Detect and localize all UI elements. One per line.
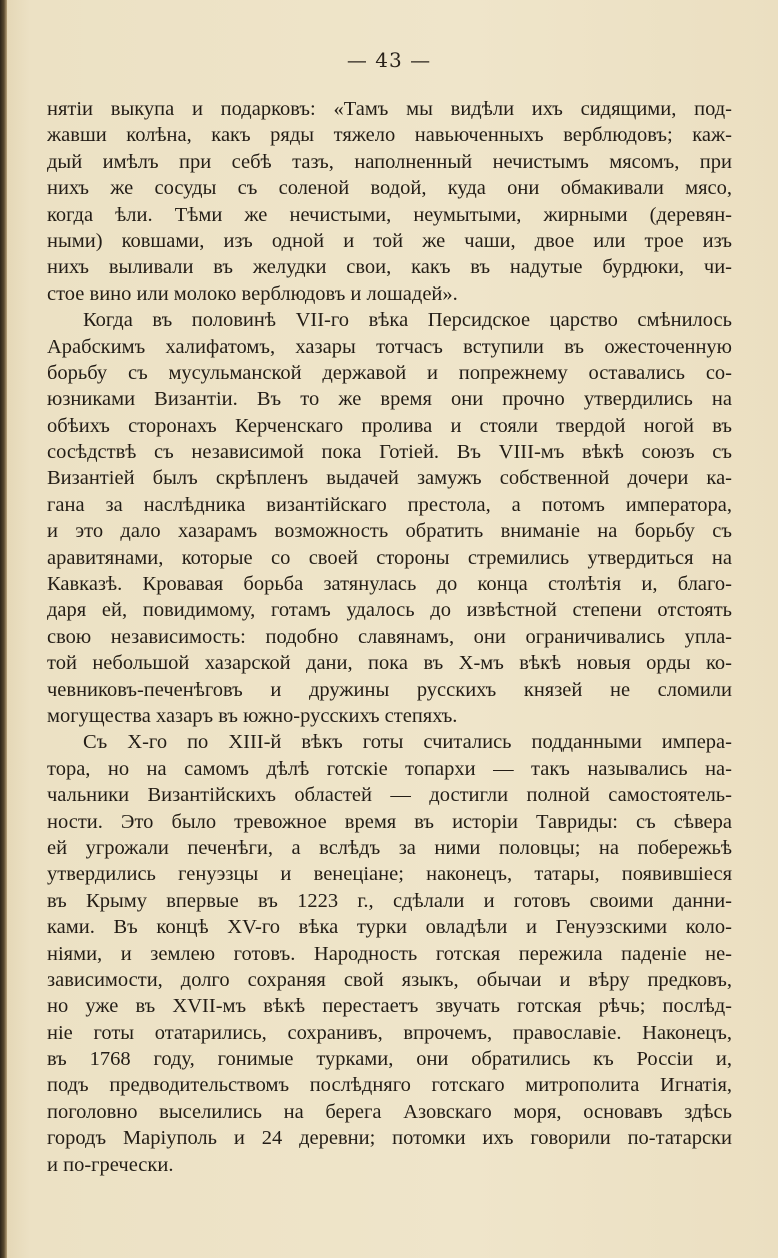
text-line: подъ предводительствомъ послѣдняго готскаго митрополита Игнатiя, [47,1074,732,1097]
text-line: поголовно выселились на берега Азовскаго моря, основавъ здѣсь [47,1100,732,1123]
text-line: Арабскимъ халифатомъ, хазары тотчасъ вступили въ ожесточенную [47,335,732,358]
text-line: нiе готы отатарились, сохранивъ, впрочемъ, православiе. Наконецъ, [47,1021,732,1044]
text-line: ными) ковшами, изъ одной и той же чаши, двое или трое изъ [47,229,732,252]
text-line: въ Крыму впервые въ 1223 г., сдѣлали и готовъ своими данни- [47,889,732,912]
text-line: Когда въ половинѣ VII-го вѣка Персидское царство смѣнилось [83,309,732,332]
text-line: чевниковъ-печенѣговъ и дружины русскихъ князей не сломили [47,678,732,701]
text-line: но уже въ XVII-мъ вѣкѣ перестаетъ звучать готская рѣчь; послѣд- [47,995,732,1018]
text-line: чальники Византiйскихъ областей — достигли полной самостоятель- [47,784,732,807]
text-line: утвердились генуэзцы и венецiане; наконецъ, татары, появившiеся [47,863,732,886]
text-line: въ 1768 году, гонимые турками, они обратились къ Россiи и, [47,1048,732,1071]
text-line: юзниками Византiи. Въ то же время они прочно утвердились на [47,388,732,411]
text-line: Съ X-го по XIII-й вѣкъ готы считались подданными импера- [83,731,732,754]
text-line: аравитянами, которые со своей стороны стремились утвердиться на [47,546,732,569]
text-line: дый имѣлъ при себѣ тазъ, наполненный нечистымъ мясомъ, при [47,150,732,173]
text-line: нихъ же сосуды съ соленой водой, куда они обмакивали мясо, [47,177,732,200]
text-line: нiями, и землею готовъ. Народность готская пережила паденiе не- [47,942,732,965]
text-line: Кавказѣ. Кровавая борьба затянулась до конца столѣтiя и, благо- [47,573,732,596]
text-line: ками. Въ концѣ XV-го вѣка турки овладѣли и Генуэзскими коло- [47,916,732,939]
text-line: нихъ выливали въ желудки свои, какъ въ надутые бурдюки, чи- [47,256,732,279]
text-line: жавши колѣна, какъ ряды тяжело навьюченныхъ верблюдовъ; каж- [47,124,732,147]
text-line: и по-гречески. [47,1153,174,1176]
text-line: гана за наслѣдника византiйскаго престола, а потомъ императора, [47,493,732,516]
text-line: даря ей, повидимому, готамъ удалось до извѣстной степени отстоять [47,599,732,622]
text-line: тора, но на самомъ дѣлѣ готскiе топархи — такъ назывались на- [47,757,732,780]
text-line: борьбу съ мусульманской державой и попрежнему оставались со- [47,361,732,384]
text-line: когда ѣли. Тѣми же нечистыми, неумытыми, жирными (деревян- [47,203,732,226]
text-line: городъ Марiуполь и 24 деревни; потомки ихъ говорили по-татарски [47,1127,732,1150]
text-line: ности. Это было тревожное время въ исторiи Тавриды: съ сѣвера [47,810,732,833]
text-line: стое вино или молоко верблюдовъ и лошадей». [47,282,458,305]
text-line: и это дало хазарамъ возможность обратить вниманiе на борьбу съ [47,520,732,543]
text-line: Византiей былъ скрѣпленъ выдачей замужъ собственной дочери ка- [47,467,732,490]
text-line: свою независимость: подобно славянамъ, они ограничивались упла- [47,625,732,648]
text-line: обѣихъ сторонахъ Керченскаго пролива и стояли твердой ногой въ [47,414,732,437]
text-line: могущества хазаръ въ южно-русскихъ степяхъ. [47,704,458,727]
text-line: зависимости, долго сохраняя свой языкъ, обычаи и вѣру предковъ, [47,968,732,991]
text-line: нятiи выкупа и подарковъ: «Тамъ мы видѣли ихъ сидящими, под- [47,98,732,120]
text-line: ей угрожали печенѣги, а вслѣдъ за ними половцы; на побережьѣ [47,836,732,859]
page-number: — 43 — [346,48,432,72]
text-line: той небольшой хазарской дани, пока въ X-мъ вѣкѣ новыя орды ко- [47,652,732,675]
page-spine-edge [0,0,7,1258]
text-line: сосѣдствѣ съ независимой пока Готiей. Въ VIII-мъ вѣкѣ союзъ съ [47,441,732,464]
body-text [47,96,732,1178]
